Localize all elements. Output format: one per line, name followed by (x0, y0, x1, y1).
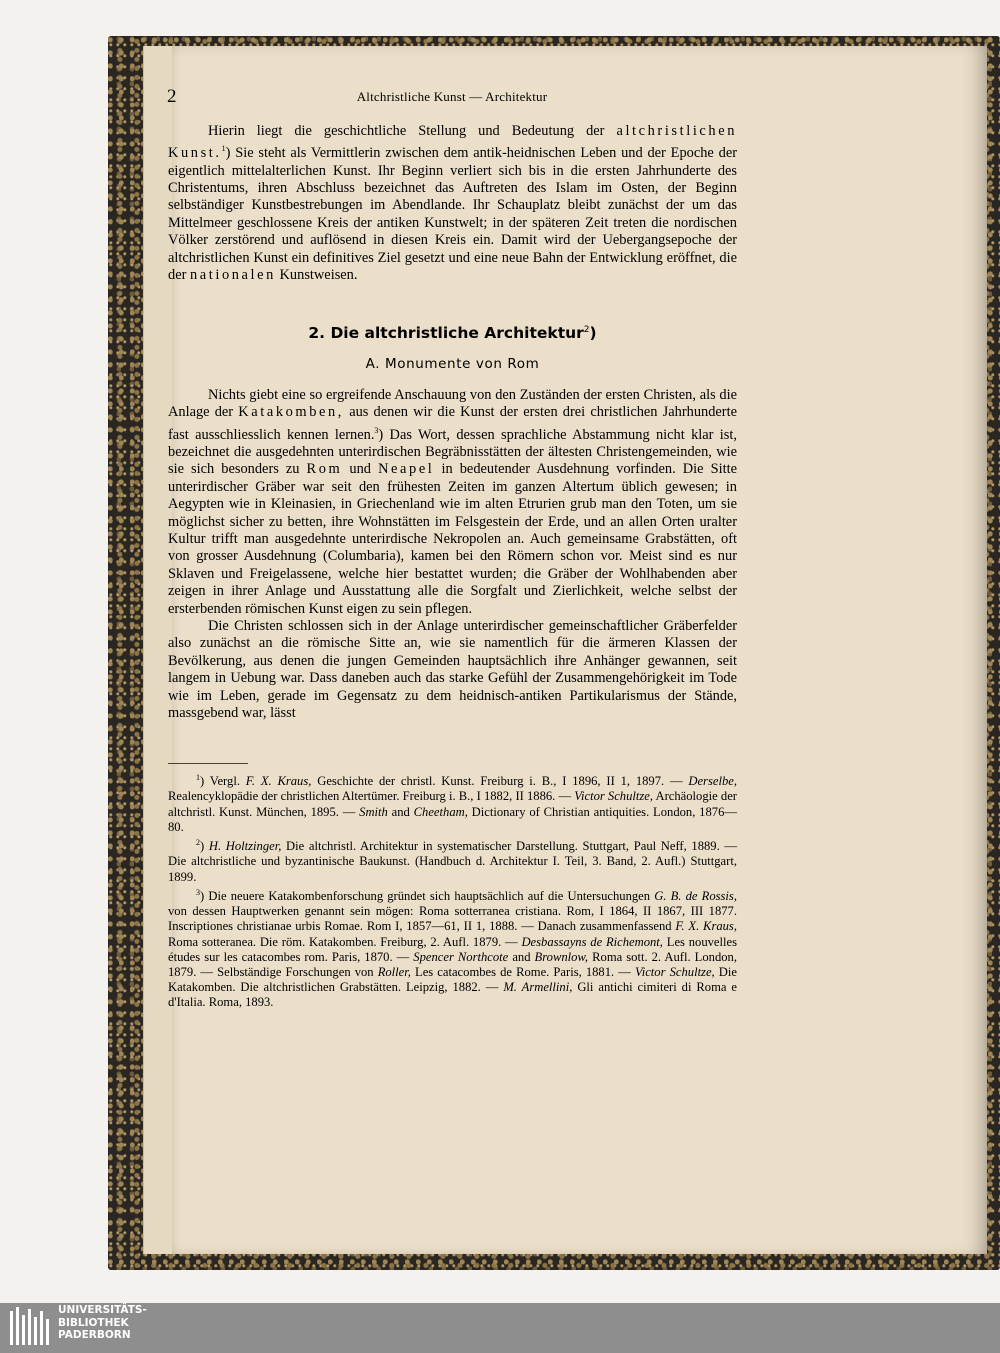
footnote-text: and (512, 949, 531, 964)
footnote-author: Victor Schultze, (634, 965, 715, 979)
footnote-text: Realencyklopädie der christlichen Altertümer. Freiburg i. B., I 1882, II 1886. — (168, 789, 572, 804)
footnote-text: von dessen Hauptwerken genannt sein mögen: Roma sotterranea cristiana. Rom, I 1864, II 1867, III 1877. Inscriptiones christianae urbis Romae. Rom I, 1857—61, II 1, 1888. — Danach zusammenfassend (168, 904, 737, 934)
library-name-line: UNIVERSITÄTS- (58, 1304, 147, 1316)
footnote-author: Derselbe, (688, 774, 737, 789)
footnote-text: Dictionary of Christian antiquities. London, 1876—80. (168, 804, 737, 834)
footnote-text: ) (200, 839, 205, 854)
para2-text-2: aus denen wir die Kunst der ersten drei christlichen Jahrhunderte fast ausschliesslich kennen lernen. (168, 404, 737, 443)
intro-emphasis-1: altchristlichen Kunst. (168, 123, 737, 162)
footnote-2 (168, 835, 737, 885)
intro-text-3: Kunstweisen. (279, 267, 358, 284)
footnote-text: Roma sott. 2. Aufl. London, 1879. — Selbständige Forschungen von (168, 949, 738, 979)
intro-paragraph (168, 123, 737, 284)
library-logo-icon (6, 1305, 52, 1351)
footnote-text: Les nouvelles études sur les catacombes rom. Paris, 1870. — (168, 934, 737, 964)
para2-emphasis-1: Katakomben, (238, 404, 345, 421)
footnote-author: G. B. de Rossis, (654, 888, 737, 903)
para2-text-4: und (349, 461, 371, 478)
footnote-author: Roller, (377, 965, 411, 979)
footnote-text: Gli antichi cimiteri di Roma e d'Italia. Roma, 1893. (168, 980, 737, 1010)
library-footer-bar (0, 1303, 1000, 1353)
footnote-author: Smith (359, 804, 388, 819)
page-number: 2 (167, 86, 177, 107)
footnote-1 (168, 770, 737, 835)
intro-emphasis-2: nationalen (189, 267, 276, 284)
footnote-author: Victor Schultze, (574, 789, 654, 804)
footnote-ref-1: 1 (221, 144, 226, 154)
footnote-author: Spencer Northcote (413, 949, 509, 964)
footnote-text: Archäologie der altchristl. Kunst. München, 1895. — (168, 789, 737, 819)
para2-text-1: Nichts giebt eine so ergreifende Anschauung von den Zuständen der ersten Christen, als die Anlage der (168, 387, 737, 421)
footnote-text: ) Die neuere Katakombenforschung gründet sich hauptsächlich auf die Untersuchungen (200, 888, 651, 903)
section-title: 2. Die altchristliche Architektur (308, 324, 584, 342)
footnote-rule (168, 763, 248, 764)
footnote-author: H. Holtzinger, (208, 839, 282, 854)
para2-emphasis-2: Rom (306, 461, 343, 478)
para3: Die Christen schlossen sich in der Anlage unterirdischer gemeinschaftlicher Gräberfelder also zunächst an die römische Sitte an, wie sie namentlich für die ärmeren Klassen der Bevölkerung, aus denen die jungen Gemeinden hauptsächlich ihre Anhänger gewannen, seit langem in Uebung war. Dass daneben auch das starke Gefühl der Zusammengehörigkeit im Tode wie im Leben, gerade im Gegensatz zu dem heidnisch-antiken Partikularismus der Stände, massgebend war, lässt (168, 618, 737, 722)
para2-text-5: in bedeutender Ausdehnung vorfinden. Die Sitte unterirdischer Gräber war seit den frühesten Zeiten im ganzen Altertum üblich gewesen; in Aegypten wie in Kleinasien, in Griechenland wie im alten Etrurien grub man den Toten, um sie möglichst sicher zu betten, ihre Wohnstätten im Felsgestein der Erde, und an allen Orten uralter Kultur trifft man ausgedehnte unterirdische Nekropolen an. Auch gemeinsame Grabstätten, oft von grosser Ausdehnung (Columbaria), kamen bei den Römern schon vor. Meist sind es nur Sklaven und Freigelassene, welche hier bestattet wurden; die Gräber der Wohlhabenden aber zeigen in ihrer Anlage und Ausstattung alle die Sorgfalt und Zierlichkeit, welche selbst der ersterbenden römischen Kunst eigen zu sein pflegen. (168, 461, 737, 617)
footnote-author: Cheetham, (413, 804, 468, 819)
footnote-text: Geschichte der christl. Kunst. Freiburg i. B., I 1896, II 1, 1897. — (317, 774, 683, 789)
library-name-line: BIBLIOTHEK (58, 1316, 129, 1329)
para2-emphasis-3: Neapel (378, 461, 435, 478)
section-title-paren: ) (589, 324, 597, 342)
footnote-author: Brownlow, (534, 949, 589, 964)
footnote-number: 3 (196, 887, 200, 897)
footnote-text: Die altchristl. Architektur in systematischer Darstellung. Stuttgart, Paul Neff, 1889. — Die altchristliche und byzantinische Baukunst. (Handbuch d. Architektur I. Teil, 3. Band, 2. Aufl.) Stuttgart, 1899. (168, 839, 737, 884)
library-name-line: PADERBORN (58, 1329, 131, 1341)
page-header (167, 86, 737, 106)
body-text (168, 387, 737, 723)
footnotes (168, 770, 737, 1011)
footnote-3 (168, 885, 737, 1011)
footnote-ref-3: 3 (374, 425, 379, 435)
footnote-text: ) Vergl. (200, 774, 240, 789)
para2-text-3: ) Das Wort, dessen sprachliche Abstammung nicht klar ist, bezeichnet die ausgedehnten unterirdischen Begräbnisstätten der ältesten Christengemeinden, wie sie sich besonders zu (168, 426, 737, 478)
section-heading (168, 324, 737, 342)
footnote-author: M. Armellini, (503, 980, 573, 995)
footnote-author: Desbassayns de Richemont, (521, 934, 663, 949)
footnote-text: Roma sotteranea. Die röm. Katakomben. Freiburg, 2. Aufl. 1879. — (168, 934, 518, 949)
running-head: Altchristliche Kunst — Architektur (356, 89, 548, 104)
intro-text-1: Hierin liegt die geschichtliche Stellung und Bedeutung der (208, 123, 605, 139)
footnote-ref-2: 2 (583, 324, 590, 335)
intro-text-2: ) Sie steht als Vermittlerin zwischen dem antik-heidnischen Leben und der Epoche der eigentlich mittelalterlichen Kunst. Ihr Beginn verliert sich bis in die ersten Jahrhunderte des Christentums, ihren Abschluss bezeichnet das Auftreten des Islam im Osten, der Beginn selbständiger Kunstbestrebungen im Abendlande. Ihr Schauplatz bleibt zunächst der um das Mittelmeer geschlossene Kreis der antiken Kunstwelt; in der späteren Zeit treten die nordischen Völker zerstörend und auflösend in diesen Kreis ein. Damit wird der Uebergangsepoche der altchristlichen Kunst ein definitives Ziel gesetzt und eine neue Bahn der Entwicklung eröffnet, die der (168, 145, 737, 284)
subsection-heading: A. Monumente von Rom (365, 356, 540, 372)
footnote-number: 1 (196, 773, 200, 782)
footnote-author: F. X. Kraus, (675, 919, 737, 934)
library-name (58, 1304, 147, 1342)
footnote-author: F. X. Kraus, (245, 774, 312, 789)
footnote-text: Die Katakomben. Die altchristlichen Grabstätten. Leipzig, 1882. — (168, 965, 737, 995)
footnote-number: 2 (196, 838, 200, 847)
footnote-text: Les catacombes de Rome. Paris, 1881. — (415, 965, 631, 979)
footnote-text: and (391, 804, 410, 819)
